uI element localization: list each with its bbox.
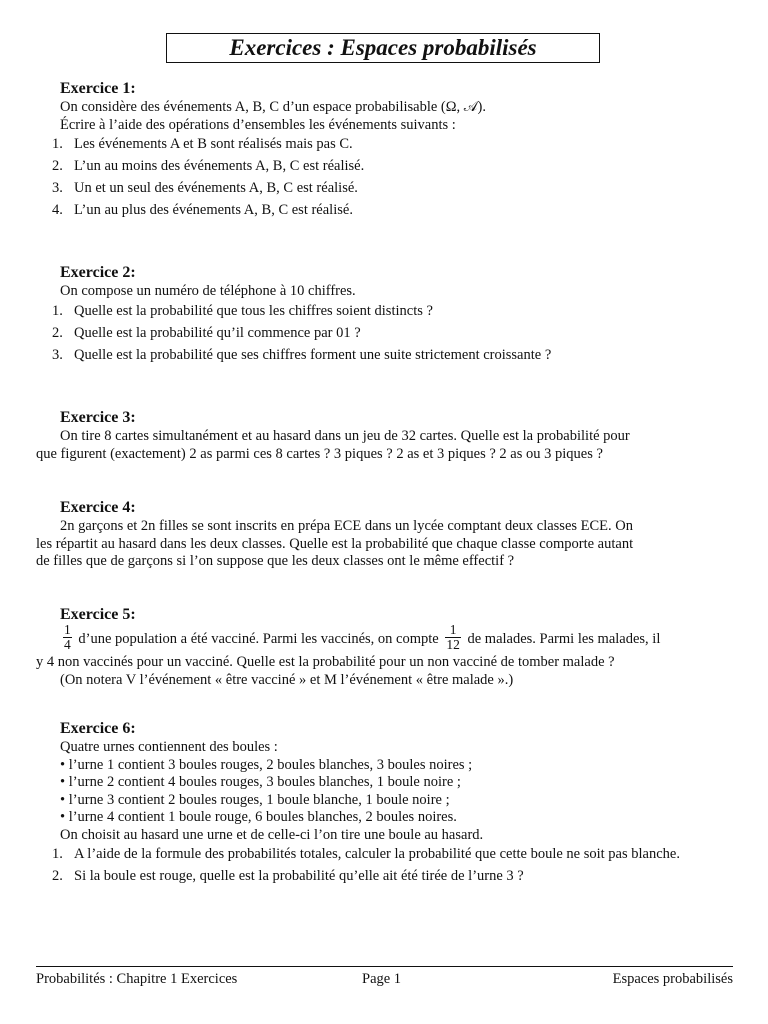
footer-divider [36,966,733,967]
list-item [36,347,736,365]
exercise-heading: Exercice 4: [60,499,136,516]
fraction [63,623,72,652]
bullet-item: • l’urne 2 contient 4 boules rouges, 3 boules blanches, 1 boule noire ; [60,774,461,790]
item-text: Un et un seul des événements A, B, C est réalisé. [74,180,358,197]
item-number: 4. [52,202,63,219]
exercise-heading: Exercice 2: [60,264,136,281]
fraction-numerator: 1 [64,622,71,637]
footer-right: Espaces probabilisés [612,971,733,987]
item-number: 1. [52,846,63,862]
question-list [36,136,736,220]
exercise-text: que figurent (exactement) 2 as parmi ces 8 cartes ? 3 piques ? 2 as et 3 piques ? 2 as ou 3 piques ? [36,445,603,462]
item-text: Quelle est la probabilité que tous les chiffres soient distincts ? [74,302,433,319]
exercise-text [36,622,736,654]
item-number: 1. [52,136,63,152]
item-text: Si la boule est rouge, quelle est la probabilité qu’elle ait été tirée de l’urne 3 ? [74,868,524,885]
exercise-2 [36,264,736,369]
exercise-text: (On notera V l’événement « être vacciné » et M l’événement « être malade ».) [60,671,514,688]
item-number: 2. [52,868,63,885]
exercise-heading: Exercice 3: [60,409,136,426]
exercise-text: On tire 8 cartes simultanément et au hasard dans un jeu de 32 cartes. Quelle est la probabilité pour [60,428,630,444]
exercise-text: On choisit au hasard une urne et de celle-ci l’on tire une boule au hasard. [60,826,484,843]
exercise-text-part: de malades. Parmi les malades, il [467,630,661,647]
bullet-item: • l’urne 1 contient 3 boules rouges, 2 boules blanches, 3 boules noires ; [60,756,473,773]
exercise-text: Écrire à l’aide des opérations d’ensembles les événements suivants : [60,116,456,133]
question-list [36,303,736,365]
fraction-numerator: 1 [445,623,461,638]
fraction-denominator: 12 [446,637,460,652]
exercise-text: On considère des événements A, B, C d’un espace probabilisable (Ω, 𝒜). [60,99,486,115]
exercise-3 [36,409,736,463]
exercise-text: Quatre urnes contiennent des boules : [60,739,278,755]
list-item [36,180,736,198]
item-number: 3. [52,346,63,363]
exercise-4 [36,499,736,571]
item-number: 1. [52,302,63,319]
item-number: 2. [52,324,63,341]
item-number: 3. [52,180,63,197]
exercise-6 [36,720,736,890]
item-text: Quelle est la probabilité qu’il commence par 01 ? [74,324,361,341]
exercise-5 [36,606,736,689]
exercise-text-part: d’une population a été vacciné. Parmi les vaccinés, on compte [78,630,439,647]
exercise-text: 2n garçons et 2n filles se sont inscrits en prépa ECE dans un lycée comptant deux classes ECE. On [60,518,634,534]
list-item [36,325,736,343]
bullet-item: • l’urne 4 contient 1 boule rouge, 6 boules blanches, 2 boules noires. [60,809,457,825]
exercise-1 [36,80,736,224]
item-text: Les événements A et B sont réalisés mais pas C. [74,136,353,152]
footer-left: Probabilités : Chapitre 1 Exercices [36,971,238,987]
exercise-heading: Exercice 1: [60,80,136,97]
footer-page-number: Page 1 [362,971,402,987]
exercise-text: de filles que de garçons si l’on suppose que les deux classes ont le même effectif ? [36,553,515,569]
list-item [36,868,736,886]
item-text: L’un au plus des événements A, B, C est réalisé. [74,202,353,219]
exercise-text: y 4 non vaccinés pour un vacciné. Quelle est la probabilité pour un non vacciné de tomber malade ? [36,654,615,670]
exercise-text: les répartit au hasard dans les deux classes. Quelle est la probabilité que chaque classe comporte autant [36,535,634,552]
exercise-heading: Exercice 5: [60,606,136,623]
item-text: Quelle est la probabilité que ses chiffres forment une suite strictement croissante ? [74,346,552,363]
question-list [36,846,736,886]
item-number: 2. [52,158,63,175]
exercise-text: On compose un numéro de téléphone à 10 chiffres. [60,283,356,299]
item-text: L’un au moins des événements A, B, C est réalisé. [74,158,365,175]
fraction [445,623,461,652]
list-item [36,303,736,321]
list-item [36,846,736,864]
fraction-denominator: 4 [64,637,71,652]
exercise-heading: Exercice 6: [60,720,136,737]
page-title: Exercices : Espaces probabilisés [166,33,600,63]
item-text: A l’aide de la formule des probabilités totales, calculer la probabilité que cette boule ne soit pas blanche. [74,846,680,862]
list-item [36,202,736,220]
list-item [36,158,736,176]
list-item [36,136,736,154]
bullet-item: • l’urne 3 contient 2 boules rouges, 1 boule blanche, 1 boule noire ; [60,791,450,808]
